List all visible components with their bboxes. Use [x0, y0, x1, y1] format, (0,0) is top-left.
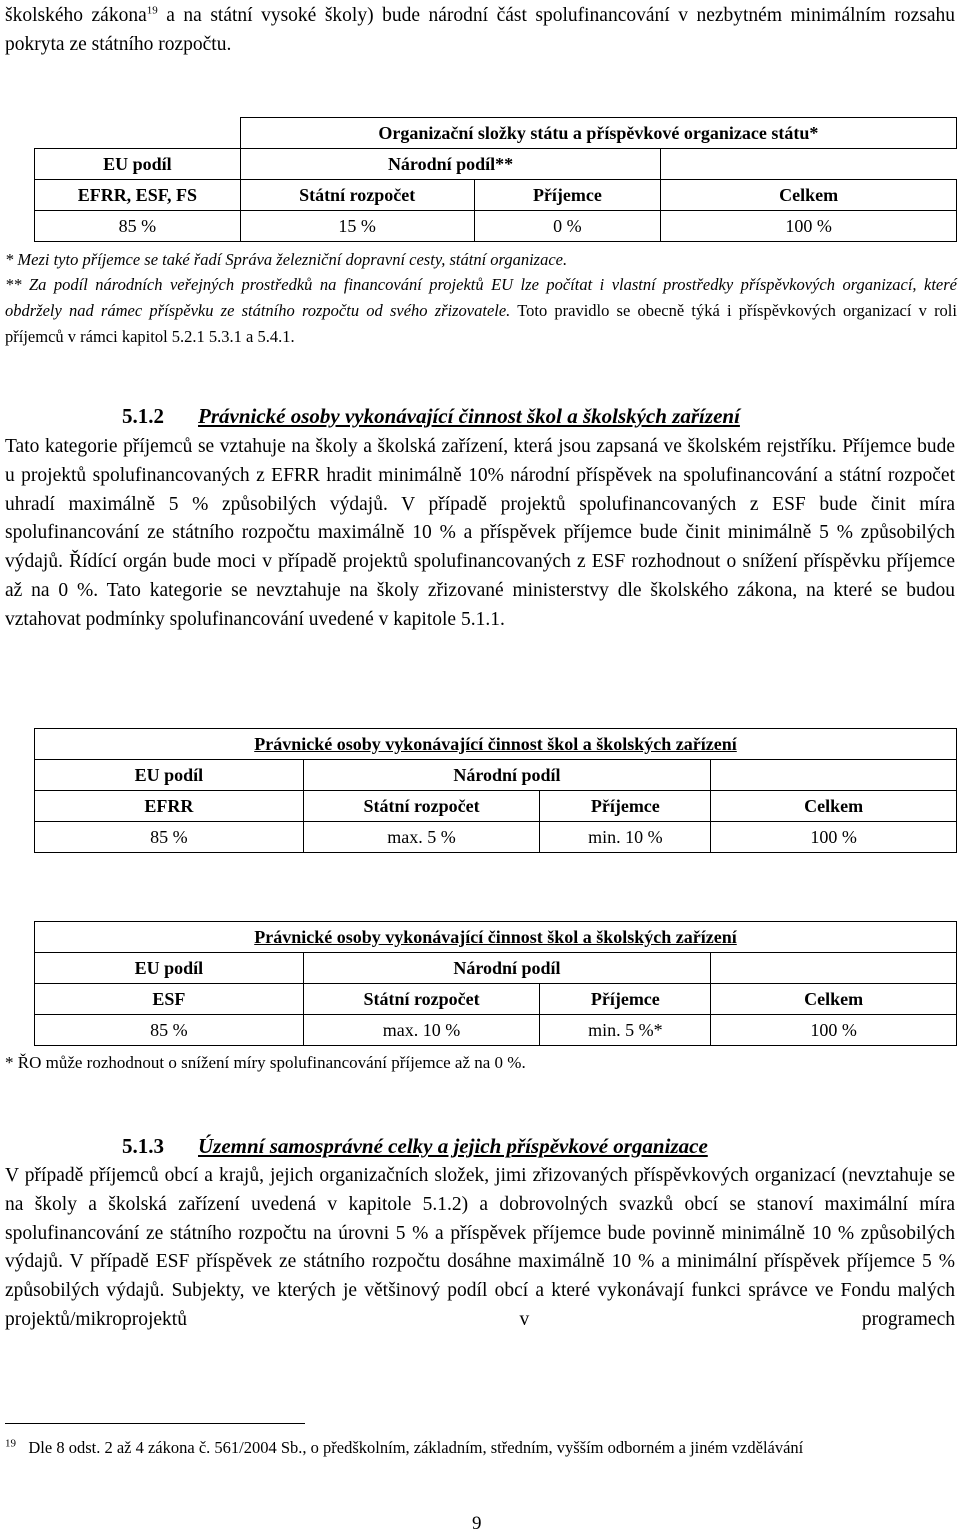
footnote-number: 19: [5, 1437, 16, 1450]
financing-table-3: [34, 921, 957, 1046]
footnote: $^{19}$ Dle 8 odst. 2 až 4 zákona č. 561/2004 Sb., o předškolním, základním, středním, vyšším odborném a jiném vzdělávání: [5, 1437, 804, 1457]
table2-value-eu: 85 %: [35, 822, 304, 853]
section-title: Právnické osoby vykonávající činnost škol a školských zařízení: [198, 404, 740, 428]
table3-col-state: Státní rozpočet: [303, 984, 540, 1015]
table3-national-header: Národní podíl: [303, 953, 711, 984]
table1-note-2: ** Za podíl národních veřejných prostředků na financování projektů EU lze počítat i vlastní prostředky příspěvkových organizací, které obdržely nad rámec příspěvku ze státního rozpočtu od svého zřizovatele. Toto pravidlo se obecně týká i příspěvkových organizací v roli příjemců v rámci kapitol 5.2.1 5.3.1 a 5.4.1.: [5, 275, 957, 346]
table3-value-total: 100 %: [711, 1015, 957, 1046]
financing-table-1: [34, 117, 957, 242]
table3-eu-header: EU podíl: [35, 953, 304, 984]
section-number: 5.1.2: [122, 404, 164, 428]
table2-eu-header: EU podíl: [35, 760, 304, 791]
table3-col-total: Celkem: [711, 984, 957, 1015]
table2-national-header: Národní podíl: [303, 760, 711, 791]
table1-value-state: 15 %: [240, 211, 474, 242]
section-513-heading: [122, 1134, 708, 1159]
table3-title: Právnické osoby vykonávající činnost škol a školských zařízení: [35, 922, 957, 953]
table1-value-eu: 85 %: [35, 211, 241, 242]
section-512-body: Tato kategorie příjemců se vztahuje na školy a školská zařízení, která jsou zapsaná ve školském rejstříku. Příjemce bude u projektů spolufinancovaných z EFRR hradit minimálně 10% národní příspěvek na spolufinancování a státní rozpočet uhradí maximálně 5 % způsobilých výdajů. V případě projektů spolufinancovaných z ESF bude činit míra spolufinancování ze státního rozpočtu maximálně 10 % a příspěvek příjemce bude činit minimálně 5 % způsobilých výdajů. Řídící orgán bude moci v případě projektů spolufinancovaných z ESF rozhodnout o snížení příspěvku příjemce až na 0 %. Tato kategorie se nevztahuje na školy zřizované ministerstvy dle školského zákona, na které se budou vztahovat podmínky spolufinancování uvedené v kapitole 5.1.1.: [5, 436, 955, 630]
section-513-body: V případě příjemců obcí a krajů, jejich organizačních složek, jimi zřizovaných příspěvkových organizací (nevztahuje se na školy a školská zařízení uvedená v kapitole 5.1.2) a dobrovolných svazků obcí se stanoví maximální míra spolufinancování ze státního rozpočtu na úrovni 5 % a příspěvek příjemce bude povinně minimálně 10 % způsobilých výdajů. V případě ESF příspěvek ze státního rozpočtu dosáhne maximálně 10 % a minimální příspěvek příjemce 5 % způsobilých výdajů. Subjekty, ve kterých je většinový podíl obcí a které vykonávají funkci správce ve Fondu malých projektů/mikroprojektů v programech: [5, 1165, 955, 1330]
table1-value-recipient: 0 %: [474, 211, 661, 242]
table1-col-total: Celkem: [661, 180, 957, 211]
footnote-separator: [5, 1423, 305, 1424]
table2-col-state: Státní rozpočet: [303, 791, 540, 822]
section-title: Územní samosprávné celky a jejich příspěvkové organizace: [198, 1134, 708, 1158]
page-number: 9: [472, 1513, 482, 1534]
footnote-ref: 19: [146, 4, 158, 17]
table2-col-total: Celkem: [711, 791, 957, 822]
table1-col-funds: EFRR, ESF, FS: [35, 180, 241, 211]
table2-value-total: 100 %: [711, 822, 957, 853]
table1-col-recipient: Příjemce: [474, 180, 661, 211]
intro-paragraph: školského zákona$^{19}$ a na státní vysoké školy) bude národní část spolufinancování v nezbytném minimálním rozsahu pokryta ze státního rozpočtu.: [5, 4, 955, 55]
table1-title: Organizační složky státu a příspěvkové organizace státu*: [240, 118, 956, 149]
table2-value-recipient: min. 10 %: [540, 822, 711, 853]
table2-title: Právnické osoby vykonávající činnost škol a školských zařízení: [35, 729, 957, 760]
table1-note-1: * Mezi tyto příjemce se také řadí Správa železniční dopravní cesty, státní organizace.: [5, 250, 568, 269]
table2-col-recipient: Příjemce: [540, 791, 711, 822]
table3-note: * ŘO může rozhodnout o snížení míry spolufinancování příjemce až na 0 %.: [5, 1053, 526, 1072]
table3-value-eu: 85 %: [35, 1015, 304, 1046]
table2-col-funds: EFRR: [35, 791, 304, 822]
section-512-heading: [122, 404, 740, 429]
table2-value-state: max. 5 %: [303, 822, 540, 853]
table1-value-total: 100 %: [661, 211, 957, 242]
table1-eu-header: EU podíl: [35, 149, 241, 180]
table3-col-funds: ESF: [35, 984, 304, 1015]
table3-value-state: max. 10 %: [303, 1015, 540, 1046]
table3-col-recipient: Příjemce: [540, 984, 711, 1015]
table1-national-header: Národní podíl**: [240, 149, 661, 180]
table3-value-recipient: min. 5 %*: [540, 1015, 711, 1046]
financing-table-2: [34, 728, 957, 853]
table1-col-state: Státní rozpočet: [240, 180, 474, 211]
section-number: 5.1.3: [122, 1134, 164, 1158]
